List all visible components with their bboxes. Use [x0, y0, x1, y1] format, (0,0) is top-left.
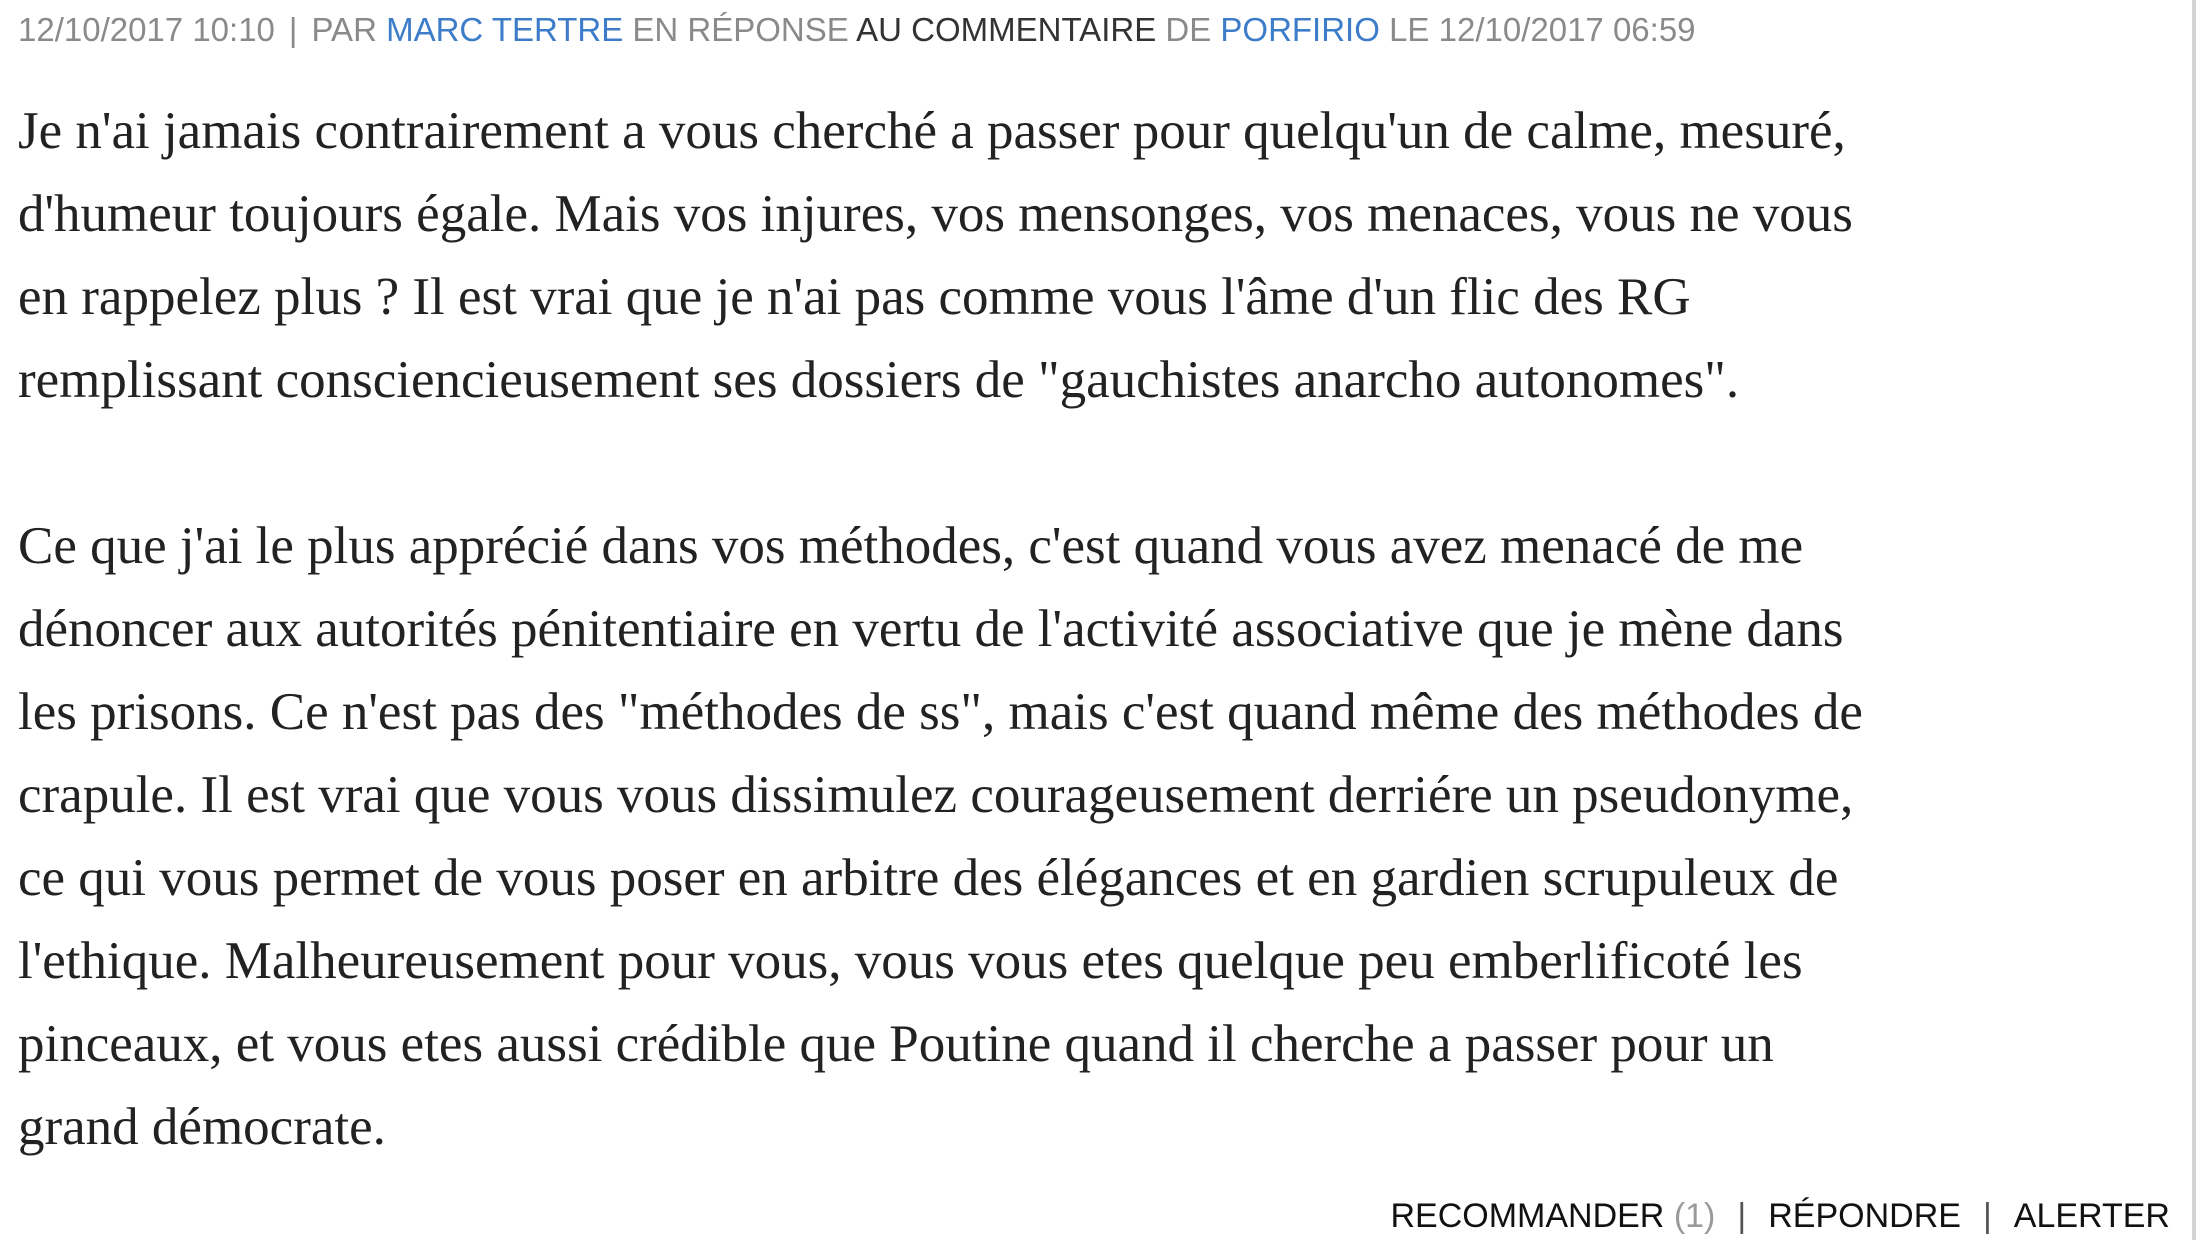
by-label: PAR — [311, 11, 377, 48]
comment-line: Ce que j'ai le plus apprécié dans vos méthodes, c'est quand vous avez menacé de me — [18, 517, 1804, 575]
paragraph-gap — [18, 422, 2168, 505]
comment-line: remplissant consciencieusement ses dossiers de "gauchistes anarcho autonomes". — [18, 351, 1740, 409]
recommend-count: (1) — [1673, 1197, 1716, 1235]
comment-date: 12/10/2017 10:10 — [18, 11, 275, 48]
on-label: LE — [1389, 11, 1430, 48]
meta-separator: | — [288, 11, 298, 48]
actions-separator: | — [1737, 1197, 1747, 1235]
parent-author-link[interactable]: PORFIRIO — [1220, 11, 1380, 48]
comment-line: grand démocrate. — [18, 1098, 386, 1156]
actions-separator: | — [1982, 1197, 1992, 1235]
comment-paragraph — [18, 505, 2168, 1169]
parent-comment-link[interactable]: AU COMMENTAIRE — [856, 11, 1157, 48]
parent-comment-date: 12/10/2017 06:59 — [1438, 11, 1696, 48]
comment-actions — [1390, 1196, 2170, 1236]
comment-line: les prisons. Ce n'est pas des "méthodes de ss", mais c'est quand même des méthodes de — [18, 683, 1863, 741]
comment-body — [18, 90, 2168, 1169]
comment-line: ce qui vous permet de vous poser en arbitre des élégances et en gardien scrupuleux de — [18, 849, 1839, 907]
comment-meta — [18, 8, 1696, 52]
alert-button[interactable]: ALERTER — [2013, 1197, 2170, 1235]
comment-line: en rappelez plus ? Il est vrai que je n'ai pas comme vous l'âme d'un flic des RG — [18, 268, 1691, 326]
reply-button[interactable]: RÉPONDRE — [1768, 1197, 1961, 1235]
comment-line: Je n'ai jamais contrairement a vous cherché a passer pour quelqu'un de calme, mesuré, — [18, 102, 1846, 160]
comment-line: pinceaux, et vous etes aussi crédible que Poutine quand il cherche a passer pour un — [18, 1015, 1774, 1073]
recommend-label[interactable]: RECOMMANDER — [1390, 1197, 1665, 1235]
author-link[interactable]: MARC TERTRE — [386, 11, 624, 48]
of-label: DE — [1165, 11, 1212, 48]
comment-paragraph — [18, 90, 2168, 422]
reply-label: EN RÉPONSE — [632, 11, 849, 48]
comment-line: crapule. Il est vrai que vous vous dissimulez courageusement derriére un pseudonyme, — [18, 766, 1854, 824]
recommend-button[interactable] — [1390, 1197, 1715, 1235]
comment-line: l'ethique. Malheureusement pour vous, vous vous etes quelque peu emberlificoté les — [18, 932, 1803, 990]
comment-line: d'humeur toujours égale. Mais vos injures, vos mensonges, vos menaces, vous ne vous — [18, 185, 1853, 243]
comment-line: dénoncer aux autorités pénitentiaire en vertu de l'activité associative que je mène dans — [18, 600, 1844, 658]
